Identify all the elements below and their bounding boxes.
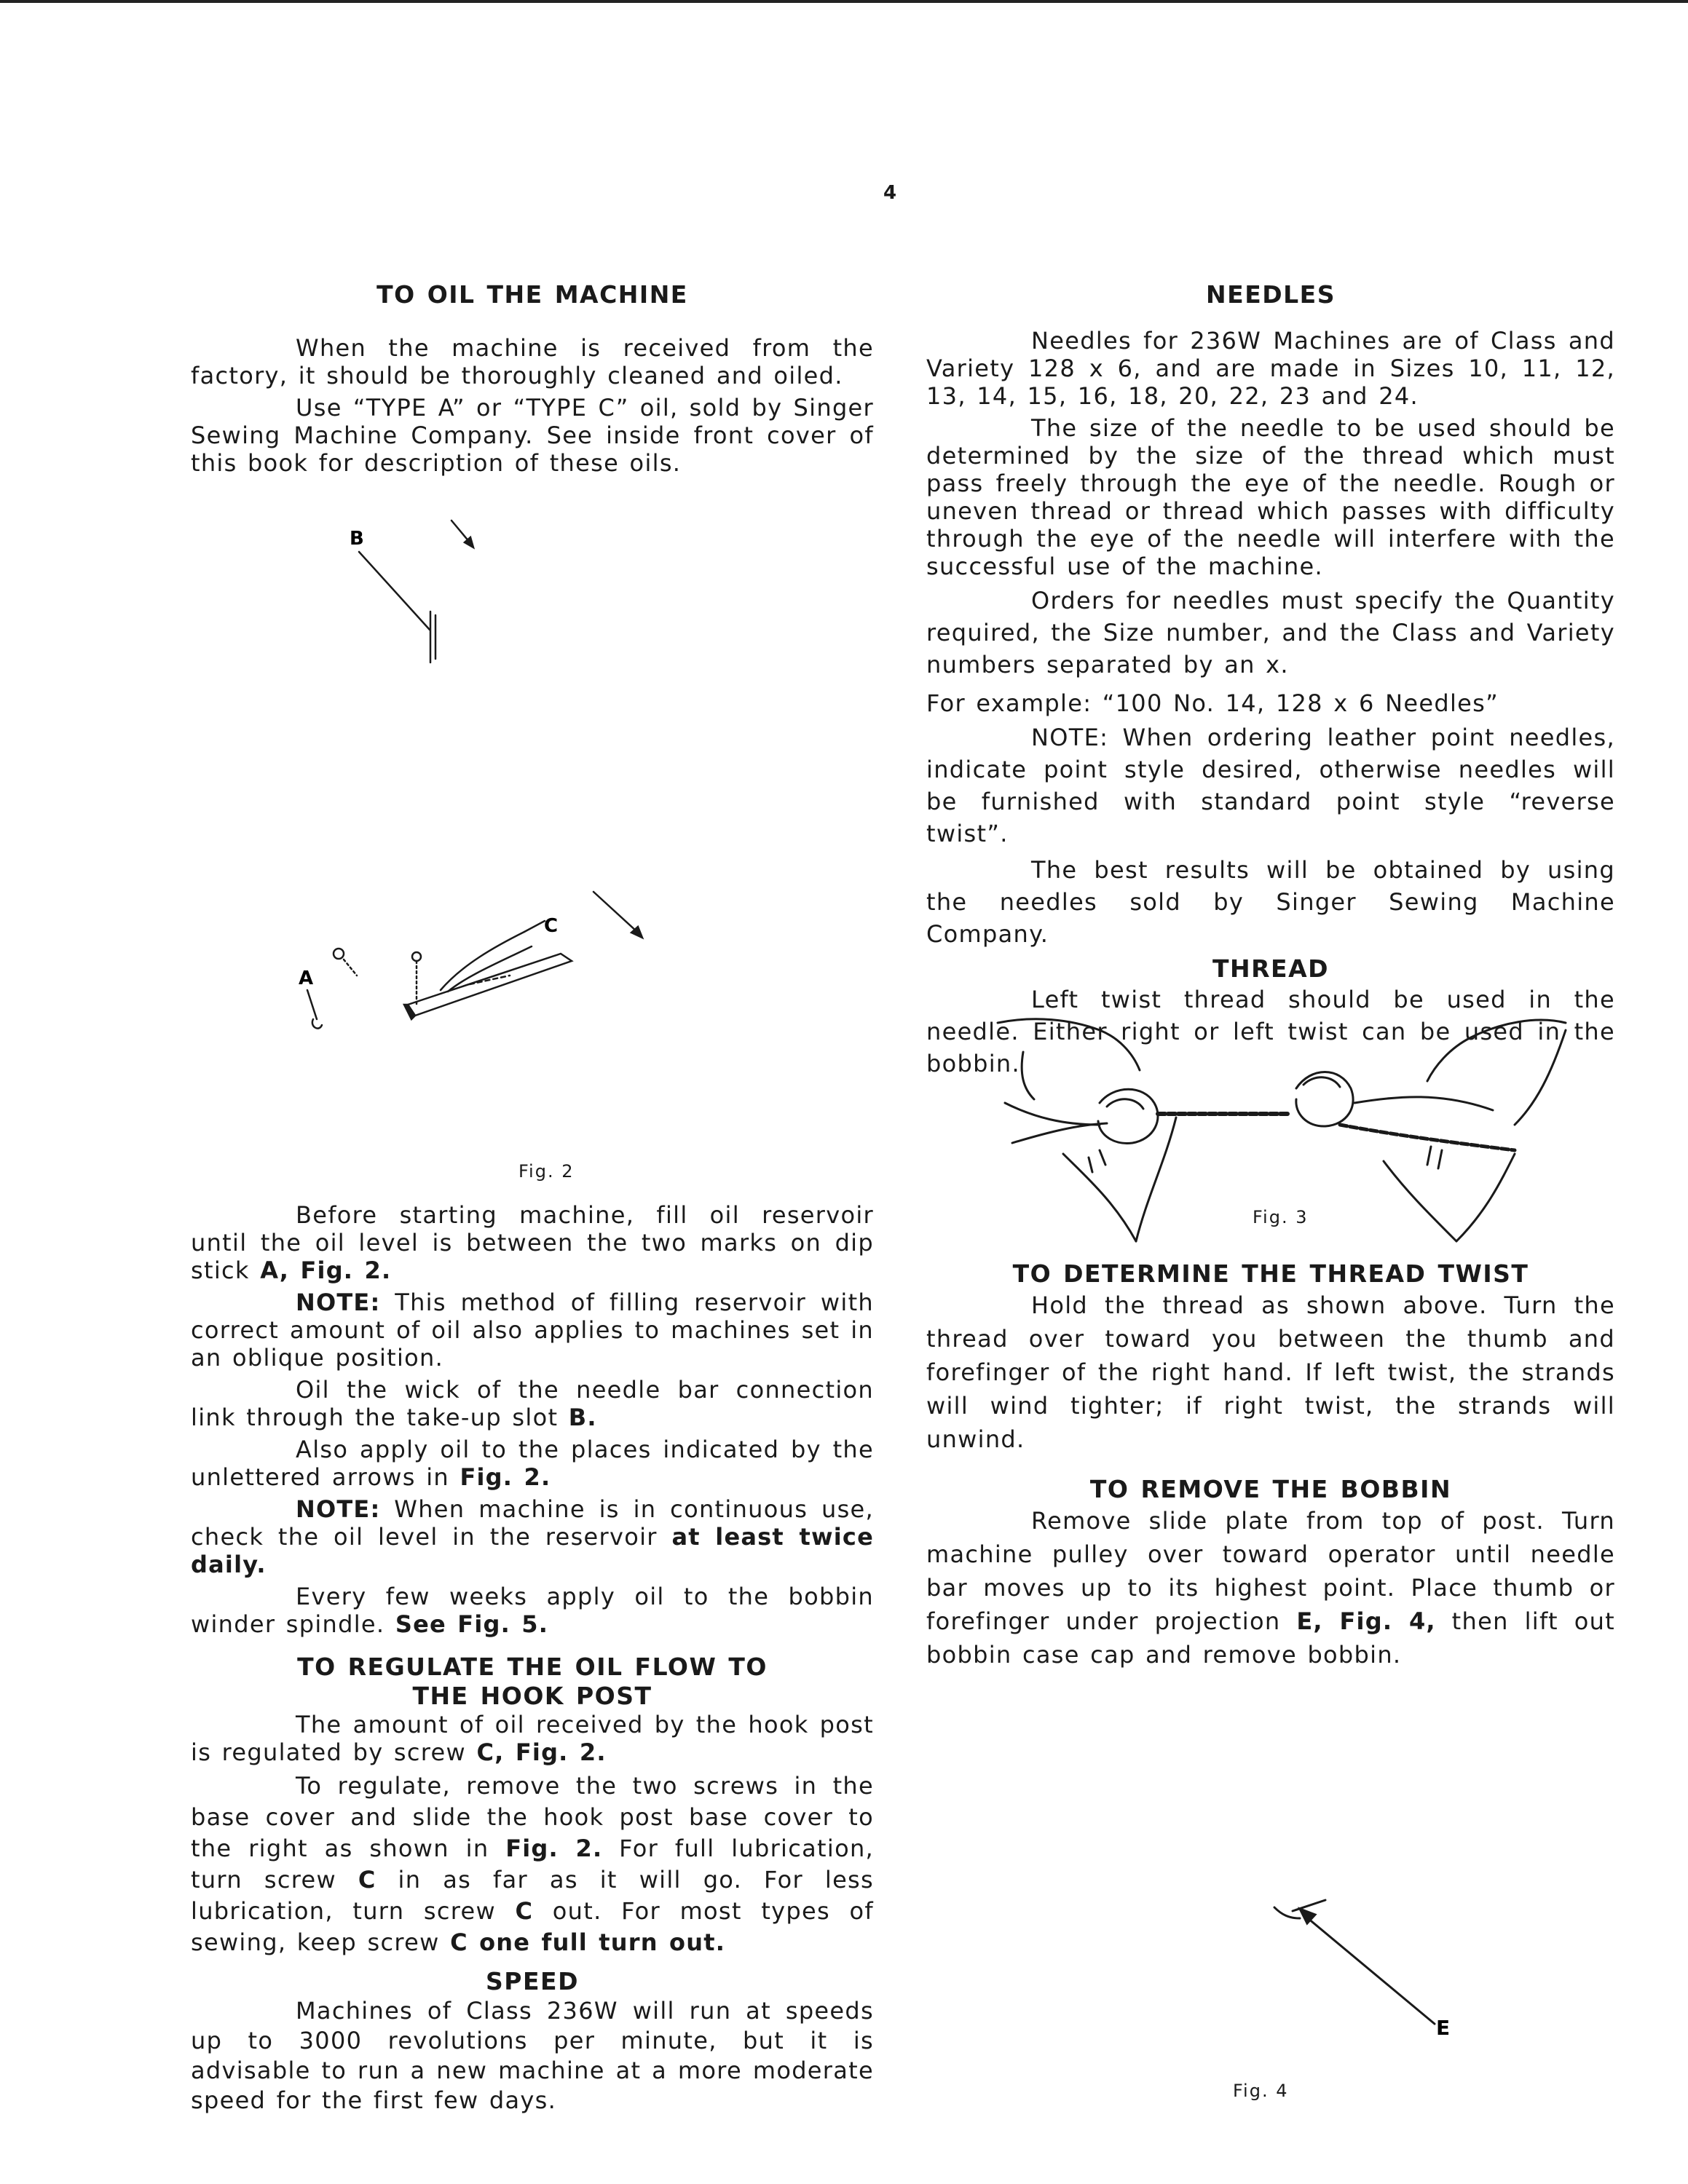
- speed-title: SPEED: [486, 1967, 579, 1995]
- fill-ref-fig2: Fig. 2.: [460, 1463, 551, 1491]
- needles-paragraph-1: Needles for 236W Machines are of Class and Variety 128 x 6, and are made in Sizes 10, 11, 12, 13, 14, 15, 16, 18, 20, 22, 23 and 24.: [926, 327, 1615, 410]
- fig3-left-thumbnail: [1107, 1099, 1143, 1109]
- fill-paragraph-3: Also apply oil to the places indicated by the unlettered arrows in Fig. 2.: [191, 1436, 874, 1491]
- bobbin-ref-e: E, Fig. 4,: [1296, 1607, 1436, 1635]
- top-rule: [0, 0, 1688, 3]
- fill-note-2: NOTE: When machine is in continuous use, check the oil level in the reservoir at least twice daily.: [191, 1495, 874, 1578]
- fig2-label-c: C: [544, 915, 559, 937]
- fill-paragraph-2: Oil the wick of the needle bar connection link through the take-up slot B.: [191, 1376, 874, 1431]
- needles-paragraph-3: Orders for needles must specify the Quantity required, the Size number, and the Class and Variety numbers separated by an x.: [926, 587, 1615, 678]
- fig3-right-crease-2: [1438, 1150, 1442, 1168]
- fig2-screw: [412, 952, 421, 961]
- fig3-right-thumb: [1296, 1072, 1353, 1127]
- fig2-oil-tube-2: [448, 946, 532, 992]
- fill-note-1: NOTE: This method of filling reservoir with correct amount of oil also applies to machines set in an oblique position.: [191, 1289, 874, 1372]
- fig2-base-edge: [404, 1005, 415, 1019]
- fig4-caption: Fig. 4: [1233, 2081, 1289, 2101]
- needles-paragraph-2: The size of the needle to be used should be determined by the size of the thread which must pass freely through the eye of the needle. Rough or uneven thread or thread which passes with difficulty through the eye of the needle will interfere with the successful use of the machine.: [926, 414, 1615, 580]
- needles-paragraph-4: The best results will be obtained by using the needles sold by Singer Sewing Machine Company.: [926, 856, 1615, 948]
- fig3-left-hand-top: [998, 1019, 1140, 1070]
- fig3-caption: Fig. 3: [1253, 1207, 1309, 1227]
- fig3-left-wrist: [1063, 1154, 1136, 1241]
- fig3-right-hand-top: [1427, 1020, 1566, 1081]
- regulate-ref-c: C, Fig. 2.: [476, 1738, 607, 1766]
- oil-paragraph-2: Use “TYPE A” or “TYPE C” oil, sold by Singer Sewing Machine Company. See inside front cover of this book for description of these oils.: [191, 394, 874, 477]
- oil-paragraph-1: When the machine is received from the factory, it should be thoroughly cleaned and oiled.: [191, 334, 874, 389]
- oil-title: TO OIL THE MACHINE: [376, 280, 688, 309]
- regulate-title-line-1: TO REGULATE THE OIL FLOW TO: [297, 1653, 768, 1681]
- twist-title: TO DETERMINE THE THREAD TWIST: [1012, 1259, 1529, 1288]
- fill-bold-twice-daily: at least twice daily.: [191, 1523, 874, 1578]
- fig2-leader-b: [359, 552, 430, 630]
- fig2-base-cover: [408, 954, 572, 1016]
- regulate-title-line-2: THE HOOK POST: [412, 1682, 652, 1710]
- fig2-dipstick: [307, 990, 317, 1019]
- fig3-right-back: [1515, 1030, 1566, 1125]
- oil-fill-section: [191, 1201, 874, 2120]
- regulate-paragraph-1: The amount of oil received by the hook post is regulated by screw C, Fig. 2.: [191, 1711, 874, 1766]
- fig3-right-palm: [1456, 1154, 1515, 1241]
- fig2-leader-c: [524, 921, 545, 932]
- fig3-right-crease: [1427, 1147, 1431, 1165]
- note-label-1: NOTE:: [296, 1289, 381, 1316]
- fig4-projection-edge: [1293, 1900, 1325, 1911]
- oil-section: [191, 280, 874, 481]
- fill-ref-a: A, Fig. 2.: [260, 1257, 392, 1284]
- needles-section: [926, 280, 1615, 1084]
- fig2-caption: Fig. 2: [518, 1161, 575, 1182]
- fig2-illustration: [277, 510, 685, 1063]
- fig2-label-b: B: [350, 528, 364, 550]
- fig2-dipstick-end: [312, 1019, 322, 1029]
- fig4-leader-e: [1304, 1915, 1435, 2024]
- fig4-illustration: [1267, 1886, 1451, 2040]
- fig3-left-crease-2: [1100, 1150, 1105, 1165]
- fig3-thread-right: [1340, 1125, 1515, 1150]
- thread-title: THREAD: [1212, 954, 1329, 983]
- fig3-right-forefinger: [1354, 1097, 1493, 1110]
- fig3-thread-left: [1012, 1123, 1107, 1143]
- thread-paragraph: Left twist thread should be used in the needle. Either right or left twist can be used in the bobbin.: [926, 986, 1615, 1077]
- fill-ref-b: B.: [568, 1404, 597, 1431]
- fig2-label-a: A: [299, 968, 314, 989]
- twist-section: [926, 1259, 1615, 1676]
- fig3-right-thumbnail: [1304, 1077, 1340, 1087]
- fig2-screw-left: [334, 949, 344, 959]
- page-number: 4: [883, 182, 897, 204]
- fig3-left-thumb: [1098, 1089, 1158, 1143]
- regulate-paragraph-2: To regulate, remove the two screws in the base cover and slide the hook post base cover to the right as shown in Fig. 2. For full lubrication, turn screw C in as far as it will go. For less lubrication, turn screw C out. For most types of sewing, keep screw C one full turn out.: [191, 1772, 874, 1956]
- note-label-2: NOTE:: [296, 1495, 381, 1523]
- fig3-illustration: [990, 1008, 1573, 1241]
- fig3-left-forefinger: [1005, 1103, 1100, 1125]
- fig3-left-crease: [1089, 1158, 1092, 1172]
- needles-note: NOTE: When ordering leather point needles, indicate point style desired, otherwise needles will be furnished with standard point style “reverse twist”.: [926, 724, 1615, 847]
- fig4-label-e: E: [1436, 2016, 1451, 2040]
- fig2-arrow-right: [593, 892, 637, 932]
- twist-paragraph: Hold the thread as shown above. Turn the thread over toward you between the thumb and forefinger of the right hand. If left twist, the strands will wind tighter; if right twist, the strands will unwind.: [926, 1291, 1615, 1453]
- bobbin-paragraph: Remove slide plate from top of post. Turn machine pulley over toward operator until needle bar moves up to its highest point. Place thumb or forefinger under projection E, Fig. 4, then lift out bobbin case cap and remove bobbin.: [926, 1507, 1616, 1669]
- fill-paragraph-4: Every few weeks apply oil to the bobbin winder spindle. See Fig. 5.: [191, 1583, 874, 1638]
- fill-paragraph-1: Before starting machine, fill oil reservoir until the oil level is between the two marks on dip stick A, Fig. 2.: [191, 1201, 874, 1284]
- speed-paragraph: Machines of Class 236W will run at speeds up to 3000 revolutions per minute, but it is advisable to run a new machine at a more moderate speed for the first few days.: [191, 1997, 874, 2114]
- fig2-screw-left-path: [344, 960, 357, 976]
- needles-title: NEEDLES: [1206, 280, 1336, 309]
- needles-example: For example: “100 No. 14, 128 x 6 Needles”: [926, 689, 1499, 717]
- fig3-left-finger-curl: [1022, 1052, 1034, 1099]
- fill-ref-fig5: See Fig. 5.: [395, 1610, 549, 1638]
- bobbin-title: TO REMOVE THE BOBBIN: [1089, 1475, 1452, 1503]
- fig3-right-wrist: [1384, 1161, 1456, 1241]
- fig3-left-palm: [1136, 1117, 1176, 1241]
